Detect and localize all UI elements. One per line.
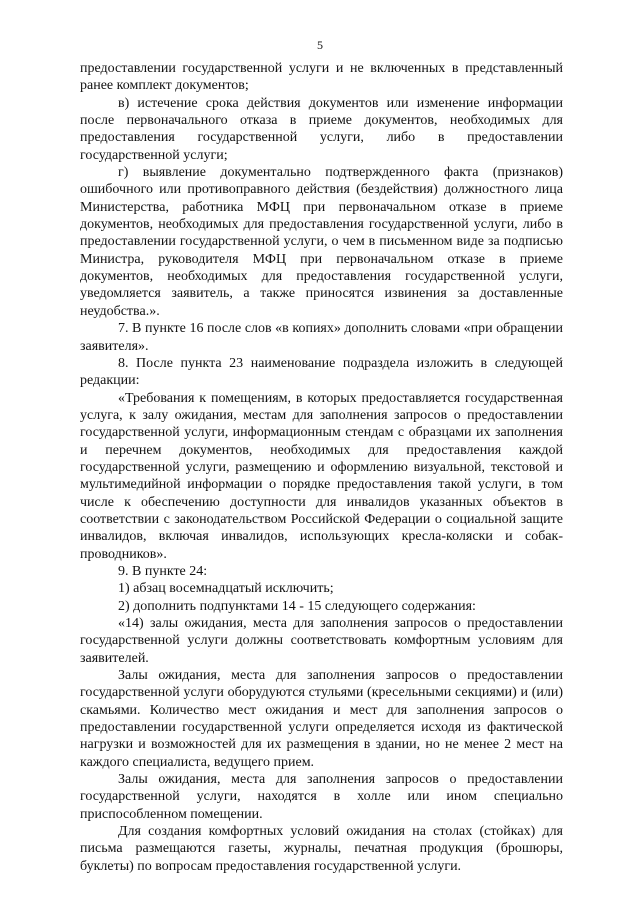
paragraph-waiting-halls-location: Залы ожидания, места для заполнения запросов о предоставлении государственной услуги, находятся в холле или ином специально приспособленном помещении. [80,772,563,822]
paragraph-continuation: предоставлении государственной услуги и не включенных в представленный ранее комплект документов; [80,61,563,94]
paragraph-subpoint-1: 1) абзац восемнадцатый исключить; [118,581,334,597]
page-number: 5 [317,38,323,52]
paragraph-item-v: в) истечение срока действия документов или изменение информации после первоначального отказа в приеме документов, необходимых для предоставления государственной услуги, либо в предоставлении государственной услуги; [80,95,563,163]
paragraph-waiting-halls-equipment: Залы ожидания, места для заполнения запросов о предоставлении государственной услуги оборудуются стульями (кресельными секциями) и (или) скамьями. Количество мест ожидания и мест для заполнения запросов о предоставлении государственной услуги определяется исходя из фактической нагрузки и возможностей для их размещения в здании, но не менее 2 мест на каждого специалиста, ведущего прием. [80,668,563,770]
paragraph-comfort-conditions: Для создания комфортных условий ожидания на столах (стойках) для письма размещаются газеты, журналы, печатная продукция (брошюры, буклеты) по вопросам предоставления государственной услуги. [80,824,563,874]
paragraph-subpoint-2: 2) дополнить подпунктами 14 - 15 следующего содержания: [118,598,476,614]
paragraph-point-7: 7. В пункте 16 после слов «в копиях» дополнить словами «при обращении заявителя». [80,321,563,354]
paragraph-subsection-title: «Требования к помещениям, в которых предоставляется государственная услуга, к залу ожидания, местам для заполнения запросов о предоставлении государственной услуги, информационным стендам с образцами их заполнения и перечнем документов, необходимых для предоставления каждой государственной услуги, размещению и оформлению визуальной, текстовой и мультимедийной информации о порядке предоставления такой услуги, в том числе к обеспечению доступности для инвалидов указанных объектов в соответствии с законодательством Российской Федерации о социальной защите инвалидов, включая инвалидов, использующих кресла-коляски и собак-проводников». [80,390,563,562]
paragraph-item-g: г) выявление документально подтвержденного факта (признаков) ошибочного или противоправного действия (бездействия) должностного лица Министерства, работника МФЦ при первоначальном отказе в приеме документов, необходимых для предоставления государственной услуги, либо в предоставлении государственной услуги, о чем в письменном виде за подписью Министра, руководителя МФЦ при первоначальном отказе в приеме документов, необходимых для предоставления государственной услуги, уведомляется заявитель, а также приносятся извинения за доставленные неудобства.». [80,165,563,319]
document-body [80,60,563,875]
paragraph-point-9: 9. В пункте 24: [118,563,208,579]
paragraph-subpoint-14: «14) залы ожидания, места для заполнения запросов о предоставлении государственной услуги должны соответствовать комфортным условиям для заявителей. [80,616,563,666]
paragraph-point-8: 8. После пункта 23 наименование подраздела изложить в следующей редакции: [80,355,563,389]
